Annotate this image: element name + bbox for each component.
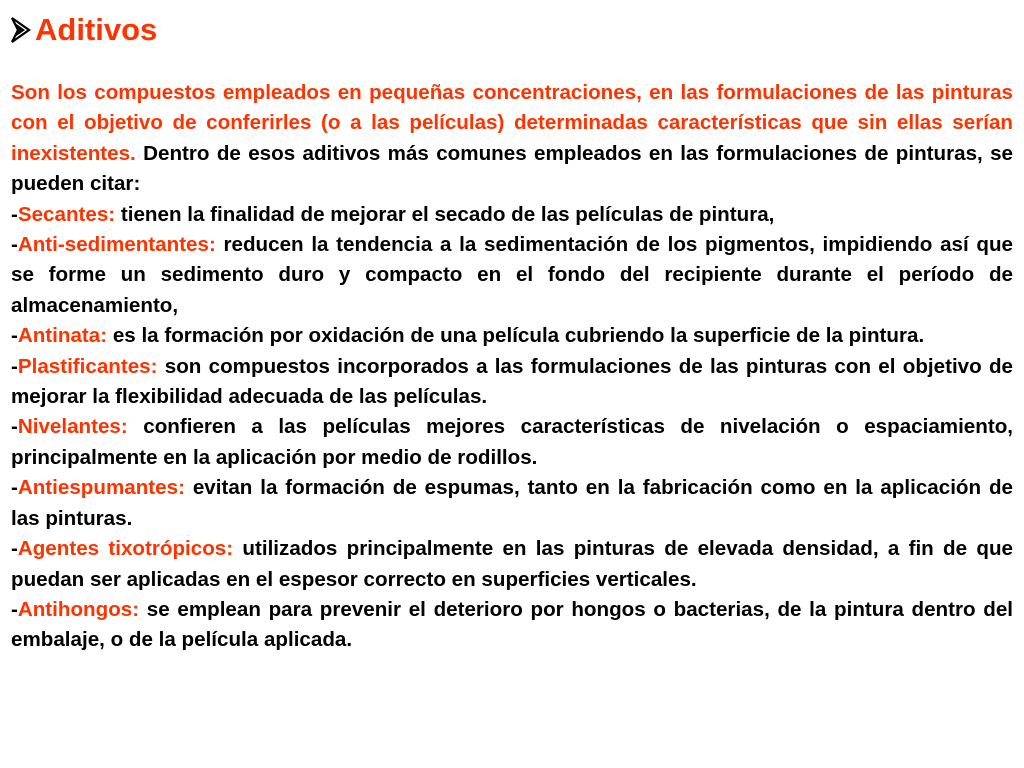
- item-description: es la formación por oxidación de una película cubriendo la superficie de la pintura.: [107, 324, 925, 348]
- item-dash: -: [11, 233, 18, 257]
- list-item-nivelantes: [11, 412, 1013, 473]
- item-term: Antiespumantes:: [17, 476, 185, 500]
- list-item-antiespumantes: [11, 473, 1013, 534]
- item-dash: -: [11, 476, 18, 500]
- item-dash: -: [11, 202, 18, 226]
- item-term: Agentes tixotrópicos:: [17, 537, 234, 561]
- item-term: Antihongos:: [17, 597, 140, 621]
- intro-paragraph: [11, 78, 1013, 200]
- title-row: [11, 10, 157, 50]
- list-item-anti-sedimentantes: [11, 230, 1013, 321]
- item-dash: -: [11, 597, 18, 621]
- slide-title: Aditivos: [35, 12, 158, 47]
- item-term: Nivelantes:: [17, 415, 128, 439]
- item-dash: -: [11, 415, 18, 439]
- item-description: reducen la tendencia a la sedimentación de los pigmentos, impidiendo así que se forme un sedimento duro y compacto en el fondo del recipiente durante el período de almacenamiento,: [11, 233, 1013, 317]
- item-description: tienen la finalidad de mejorar el secado de las películas de pintura,: [115, 202, 775, 226]
- arrowhead-bullet-icon: [11, 15, 31, 45]
- item-dash: -: [11, 354, 18, 378]
- intro-rest: Dentro de esos aditivos más comunes empleados en las formulaciones de pinturas, se pueden citar:: [11, 141, 1013, 196]
- intro-highlight: Son los compuestos empleados en pequeñas concentraciones, en las formulaciones de las pinturas con el objetivo de conferirles (o a las películas) determinadas características que sin ellas serían inexistentes.: [11, 81, 1013, 165]
- item-description: evitan la formación de espumas, tanto en la fabricación como en la aplicación de las pinturas.: [11, 476, 1013, 530]
- item-description: confieren a las películas mejores características de nivelación o espaciamiento, principalmente en la aplicación por medio de rodillos.: [11, 415, 1013, 469]
- item-description: utilizados principalmente en las pinturas de elevada densidad, a fin de que puedan ser aplicadas en el espesor correcto en superficies verticales.: [11, 537, 1013, 591]
- content-body: [11, 78, 1013, 656]
- item-term: Anti-sedimentantes:: [17, 233, 216, 257]
- list-item-agentes-tixotropicos: [11, 534, 1013, 595]
- list-item-antihongos: [11, 595, 1013, 656]
- item-dash: -: [11, 324, 18, 348]
- item-description: se emplean para prevenir el deterioro por hongos o bacterias, de la pintura dentro del embalaje, o de la película aplicada.: [11, 597, 1013, 652]
- item-description: son compuestos incorporados a las formulaciones de las pinturas con el objetivo de mejorar la flexibilidad adecuada de las películas.: [11, 354, 1013, 409]
- item-dash: -: [11, 537, 18, 561]
- list-item-antinata: [11, 321, 1013, 351]
- item-term: Antinata:: [17, 324, 108, 348]
- list-item-plastificantes: [11, 352, 1013, 413]
- item-term: Secantes:: [17, 202, 116, 226]
- list-item-secantes: [11, 200, 1013, 230]
- item-term: Plastificantes:: [17, 354, 158, 378]
